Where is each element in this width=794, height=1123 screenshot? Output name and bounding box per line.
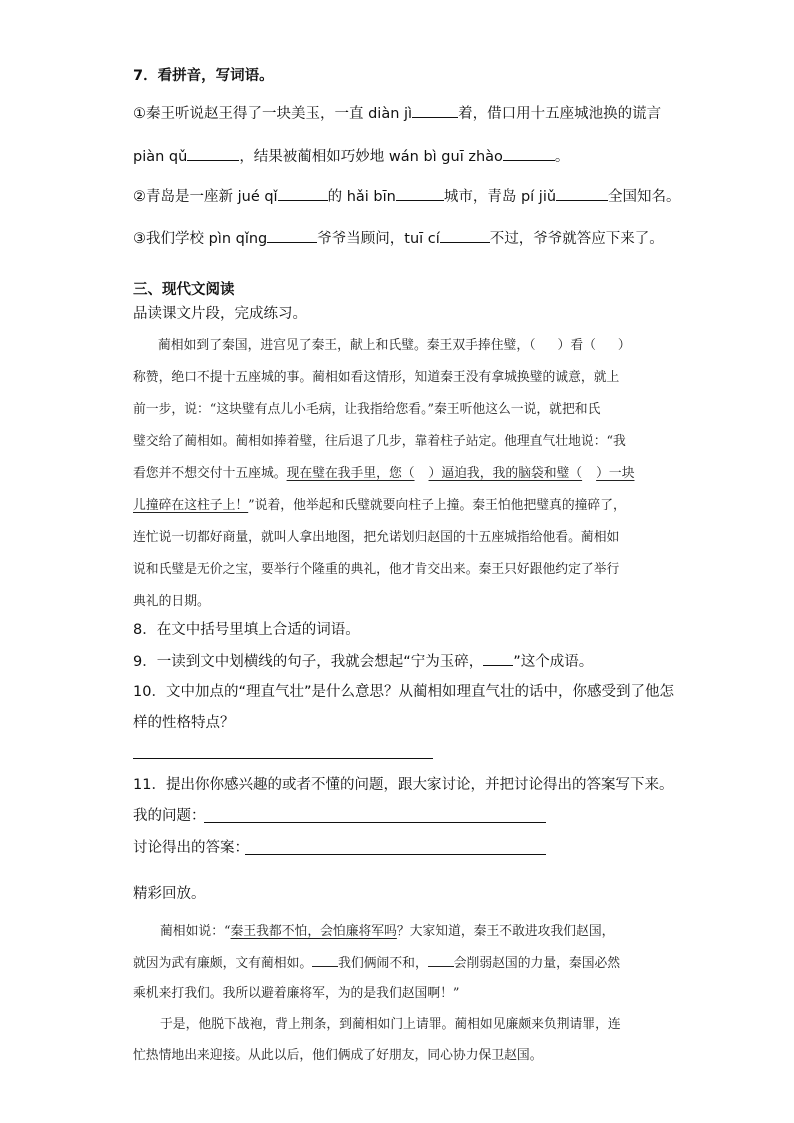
q7-item2 [133,186,681,207]
passage2-line: 忙热情地出来迎接。从此以后，他们俩成了好朋友，同心协力保卫赵国。 [133,1048,543,1063]
passage1-line: 典礼的日期。 [133,594,210,609]
q7-item1-text-b: 着，借口用十五座城池换的谎言 [458,106,662,122]
q11-question-row: 我的问题： [133,808,206,824]
passage2-line: 于是，他脱下战袍，背上荆条，到蔺相如门上请罪。蔺相如见廉颇来负荆请罪，连 [160,1017,621,1032]
answer-blank[interactable] [556,186,608,201]
q11-answer-line[interactable] [245,854,546,855]
underlined-sentence: 儿撞碎在这柱子上！ [133,498,249,513]
passage1-line: 称赞，绝口不提十五座城的事。蔺相如看这情形，知道秦王没有拿城换璧的诚意，就上 [133,370,620,385]
passage1-line: 连忙说一切都好商量，就叫人拿出地图，把允诺划归赵国的十五座城指给他看。蔺相如 [133,530,620,545]
underlined-sentence: 秦王我都不怕，会怕廉将军吗 [230,924,397,939]
underlined-sentence: 现在璧在我手里，您（ ）逼迫我，我的脑袋和璧（ ）一块 [286,466,635,481]
q11-title: 11．提出你你感兴趣的或者不懂的问题，跟大家讨论，并把讨论得出的答案写下来。 [133,777,674,793]
answer-blank[interactable] [278,186,328,201]
answer-blank[interactable] [483,651,513,666]
q10-answer-line[interactable] [133,758,433,759]
answer-blank[interactable] [503,146,555,161]
answer-blank[interactable] [267,228,317,243]
q7-item3-text-c: 不过，爷爷就答应下来了。 [489,231,664,247]
q10-line2: 样的性格特点？ [133,715,235,731]
answer-blank[interactable] [428,953,454,967]
passage1-line: 说和氏璧是无价之宝，要举行个隆重的典礼，他才肯交出来。秦王只好跟他约定了举行 [133,562,620,577]
q10-line1: 10．文中加点的“理直气壮”是什么意思？从蔺相如理直气壮的话中，你感受到了他怎 [133,684,674,700]
q7-item2-text-d: 全国知名。 [608,189,681,205]
q7-item1-text-e: 。 [554,149,570,165]
answer-blank[interactable] [396,186,444,201]
passage2-line: 乘机来打我们。我所以避着廉将军，为的是我们赵国啊！” [133,986,460,1001]
q7-title: 7．看拼音，写词语。 [133,68,274,84]
passage2-line: 就因为武有廉颇，文有蔺相如。 我们俩闹不和， 会削弱赵国的力量，秦国必然 [133,953,620,974]
passage1-line: 看您并不想交付十五座城。现在璧在我手里，您（ ）逼迫我，我的脑袋和璧（ ）一块 [133,466,635,481]
passage1-line: 蔺相如到了秦国，进宫见了秦王，献上和氏璧。秦王双手捧住璧，（ ）看（ ） [158,338,631,353]
passage1-line: 璧交给了蔺相如。蔺相如捧着璧，往后退了几步，靠着柱子站定。他理直气壮地说：“我 [133,434,626,449]
q7-item2-text-c: 城市，青岛 pí jiǔ [443,189,557,205]
q7-item3 [133,228,664,249]
q8: 8．在文中括号里填上合适的词语。 [133,622,360,638]
answer-blank[interactable] [440,228,490,243]
q7-item1-text-a: ①秦王听说赵王得了一块美玉，一直 diàn jì [133,106,413,122]
q7-item3-text-b: 爷爷当顾问，tuī cí [317,231,440,247]
q11-question-line[interactable] [204,822,546,823]
q9: 9．一读到文中划横线的句子，我就会想起“宁为玉碎， ”这个成语。 [133,651,593,672]
q7-item2-text-b: 的 hǎi bīn [327,189,396,205]
passage1-line: 儿撞碎在这柱子上！”说着，他举起和氏璧就要向柱子上撞。秦王怕他把璧真的撞碎了， [133,498,626,513]
q7-item1-text-c: piàn qǔ [133,149,188,165]
q7-item1-line2 [133,146,569,167]
passage2-line: 蔺相如说：“秦王我都不怕，会怕廉将军吗？大家知道，秦王不敢进攻我们赵国， [160,924,615,939]
q7-item2-text-a: ②青岛是一座新 jué qǐ [133,189,278,205]
q7-item1-line1 [133,103,661,124]
review-title: 精彩回放。 [133,886,206,902]
answer-blank[interactable] [312,953,338,967]
q7-item1-text-d: ，结果被蔺相如巧妙地 wán bì guī zhào [239,149,503,165]
q7-item3-text-a: ③我们学校 pìn qǐng [133,231,268,247]
answer-blank[interactable] [412,103,458,118]
answer-blank[interactable] [187,146,239,161]
section3-intro: 品读课文片段，完成练习。 [133,306,307,322]
passage1-line: 前一步，说：“这块璧有点儿小毛病，让我指给您看。”秦王听他这么一说，就把和氏 [133,402,601,417]
section3-title: 三、现代文阅读 [133,282,235,298]
q11-answer-row: 讨论得出的答案： [133,840,249,856]
